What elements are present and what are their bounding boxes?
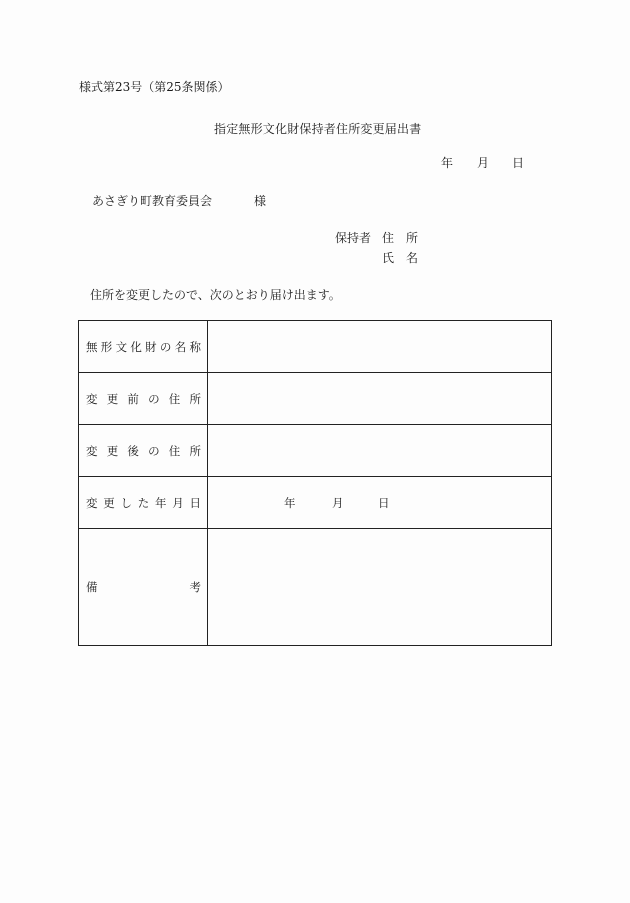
holder-address-label: 住 所 [382,231,419,245]
table-row [79,373,552,425]
form-title: 指定無形文化財保持者住所変更届出書 [214,122,422,136]
label-heritage-name: 無 形 文 化 財 の 名 称 [86,339,201,354]
addressee-name: あさぎり町教育委員会 [92,194,213,208]
label-new-address: 変 更 後 の 住 所 [86,443,201,458]
holder-label: 保持者 [335,231,372,245]
date-month-label: 月 [477,156,490,170]
label-change-date: 変 更 し た 年 月 日 [86,495,201,510]
holder-name-label: 氏 名 [382,251,419,265]
row-label-cell [79,477,208,529]
change-date-year-label: 年 [284,495,296,510]
form-number: 様式第23号（第25条関係） [79,80,230,94]
intro-text: 住所を変更したので、次のとおり届け出ます。 [90,288,341,302]
heritage-name-field[interactable] [208,321,552,373]
row-label-cell [79,321,208,373]
addressee-honorific: 様 [254,194,267,208]
change-date-month-label: 月 [332,495,344,510]
row-label-cell [79,373,208,425]
form-table [78,320,552,646]
date-day-label: 日 [512,156,525,170]
table-row [79,477,552,529]
row-label-cell [79,529,208,646]
previous-address-field[interactable] [208,373,552,425]
date-year-label: 年 [441,156,454,170]
label-remarks: 備 考 [86,580,201,594]
label-previous-address: 変 更 前 の 住 所 [86,391,201,406]
new-address-field[interactable] [208,425,552,477]
table-row [79,321,552,373]
table-row [79,529,552,646]
change-date-field[interactable] [208,477,552,529]
row-label-cell [79,425,208,477]
table-row [79,425,552,477]
change-date-day-label: 日 [378,495,390,510]
remarks-field[interactable] [208,529,552,646]
